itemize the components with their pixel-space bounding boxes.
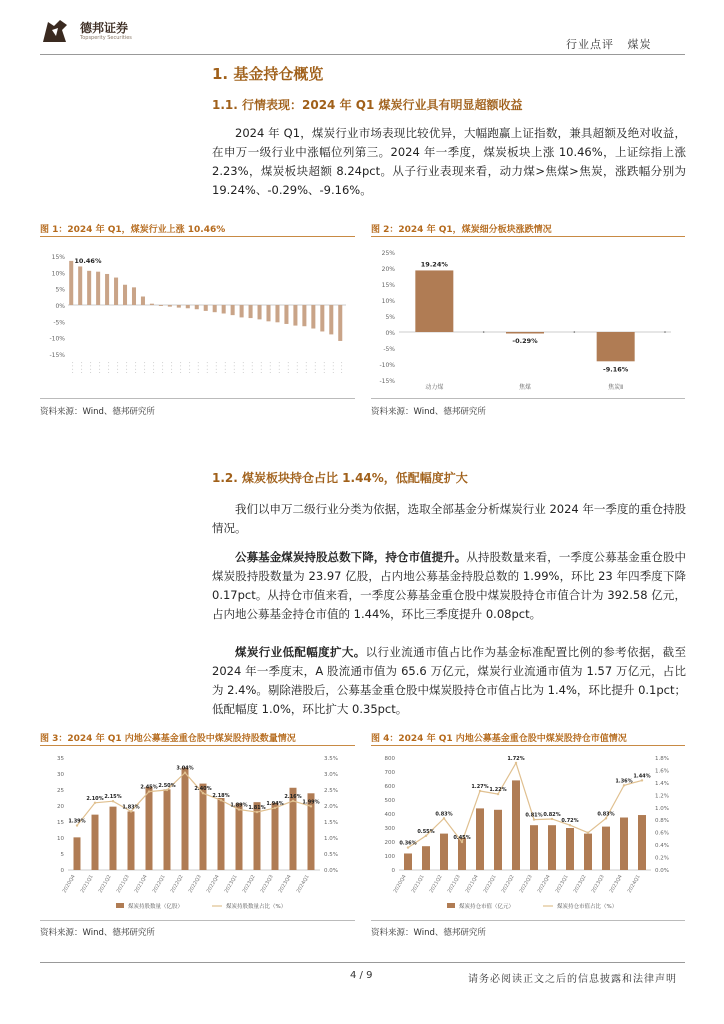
fig1-bar — [78, 266, 82, 305]
fig2-bottom-line — [371, 398, 685, 399]
fig2-xtick: 动力煤 — [425, 384, 444, 391]
fig3-title: 图 3：2024 年 Q1 内地公募基金重仓股中煤炭股持股数量情况 — [40, 734, 296, 744]
fig1-bar — [96, 272, 100, 305]
fig1-ytick: -5% — [53, 319, 65, 327]
fig1-ytick: 5% — [55, 286, 65, 294]
fig4-y2tick: 0.8% — [655, 818, 669, 825]
fig4-point — [497, 793, 499, 795]
fig3-point — [202, 792, 204, 794]
fig1-bar — [87, 271, 91, 305]
fig1-xtick: · · · · — [105, 362, 112, 374]
fig4-y2tick: 0.2% — [655, 855, 669, 862]
fig4-point — [551, 818, 553, 820]
fig4-xtick: 2023Q4 — [608, 874, 624, 895]
fig1-xtick: · · · · — [158, 362, 165, 374]
fig4-line-label: 1.44% — [633, 773, 651, 780]
fig3-ytick: 25 — [57, 788, 64, 794]
fig1-bar — [150, 304, 154, 305]
fig1-ytick: 0% — [55, 303, 65, 310]
fig2-tick-dot — [483, 331, 485, 333]
fig2-bar — [415, 270, 453, 332]
fig2-ytick: 20% — [381, 266, 395, 273]
fig1-bar — [231, 305, 235, 315]
fig4-xtick: 2021Q3 — [446, 874, 462, 895]
fig4-ytick: 300 — [384, 826, 395, 832]
fig4-xtick: 2020Q4 — [392, 874, 408, 895]
fig4-bar — [422, 846, 430, 870]
fig3-xtick: 2023Q1 — [223, 874, 239, 895]
fig1-data-label: 10.46% — [74, 256, 102, 265]
fig4-line-label: 0.36% — [399, 840, 417, 847]
fig1-bar — [329, 305, 333, 334]
fig3-point — [166, 789, 168, 791]
fig1-xtick: · · · · — [338, 362, 345, 374]
fig3-point — [184, 772, 186, 774]
fig3-xtick: 2023Q3 — [259, 874, 275, 895]
fig4-xtick: 2022Q1 — [482, 874, 498, 895]
fig4-bar — [620, 818, 628, 871]
fig1-bar — [141, 297, 145, 305]
fig2-bar — [597, 332, 635, 361]
fig3-bar — [218, 798, 225, 870]
fig4-point — [443, 817, 445, 819]
fig3-line-label: 1.99% — [302, 799, 320, 806]
fig1-bar — [177, 305, 181, 308]
fig3-xtick: 2023Q2 — [241, 874, 257, 895]
fig3-point — [112, 800, 114, 802]
fig3-legend-line: 煤炭持股数量占比（%） — [226, 904, 287, 910]
fig1-xtick: · · · · — [185, 362, 192, 374]
fig4-point — [515, 762, 517, 764]
fig1-chart — [40, 240, 355, 398]
fig1-xtick: · · · · — [329, 362, 336, 374]
fig2-bar — [506, 332, 544, 334]
fig3-ytick: 15 — [57, 820, 64, 826]
fig3-line-label: 2.40% — [194, 786, 212, 793]
report-type — [566, 36, 652, 52]
fig3-bar — [272, 803, 279, 870]
fig1-bar — [302, 305, 306, 326]
fig3-xtick: 2023Q4 — [277, 874, 293, 895]
fig2-ytick: -10% — [379, 362, 395, 369]
fig4-title: 图 4：2024 年 Q1 内地公募基金重仓股中煤炭股持仓市值情况 — [371, 734, 627, 744]
fig4-bar — [566, 828, 574, 870]
fig4-point — [461, 841, 463, 843]
fig4-xtick: 2021Q1 — [410, 874, 426, 895]
fig1-xtick: · · · · — [239, 362, 246, 374]
fig4-xtick: 2023Q1 — [554, 874, 570, 895]
fig3-ytick: 30 — [57, 772, 64, 778]
fig2-ytick: 10% — [381, 298, 395, 305]
fig3-point — [76, 824, 78, 826]
fig3-ytick: 0 — [60, 868, 64, 874]
underweight-body: 以行业流通市值占比作为基金标准配置比例的参考依据，截至 2024 年一季度末，A 股流通市值为 65.6 万亿元，煤炭行业流通市值为 1.57 万亿元，占比为 2.4%。剔除港股后，公募基金重仓股中煤炭股持仓市值占比为 1.4%，环比提升 0.1pct；低配幅度 1.0%，环比扩大 0.35pct。 — [212, 645, 687, 716]
fig1-xtick: · · · · — [87, 362, 94, 374]
fig1-bar — [293, 305, 297, 326]
fig3-y2tick: 0.5% — [324, 852, 338, 858]
fig3-bar — [236, 803, 243, 870]
fig3-source: 资料来源：Wind、德邦研究所 — [40, 928, 155, 938]
fig4-legend-line: 煤炭持仓市值占比（%） — [557, 904, 618, 910]
fig4-point — [623, 784, 625, 786]
fig4-ytick: 100 — [384, 854, 395, 860]
fig4-ytick: 200 — [384, 840, 395, 846]
fig2-data-label: 19.24% — [420, 260, 448, 269]
fig3-line-label: 1.83% — [122, 804, 140, 811]
fig3-bottom-line — [40, 920, 355, 921]
fig2-top-line — [371, 236, 685, 237]
logo-icon — [40, 16, 70, 46]
fig3-point — [292, 800, 294, 802]
fig2-ytick: 0% — [385, 330, 395, 337]
fig3-line-label: 2.45% — [140, 784, 158, 791]
footer-divider — [40, 962, 685, 963]
fig3-bar — [74, 837, 81, 870]
fig3-bar — [182, 768, 189, 870]
fig3-line-label: 1.94% — [266, 800, 284, 807]
fig4-xtick: 2022Q2 — [500, 874, 516, 895]
fig4-legend-bar-swatch — [447, 903, 455, 908]
fig1-title: 图 1：2024 年 Q1，煤炭行业上涨 10.46% — [40, 225, 226, 235]
fig3-point — [220, 799, 222, 801]
fig3-y2tick: 2.5% — [324, 788, 338, 794]
fig1-xtick: · · · · — [131, 362, 138, 374]
paragraph-method: 我们以申万二级行业分类为依据，选取全部基金分析煤炭行业 2024 年一季度的重仓持股情况。 — [212, 502, 686, 535]
underweight-lead: 煤炭行业低配幅度扩大。 — [235, 645, 366, 659]
fig1-xtick: · · · · — [221, 362, 228, 374]
fig3-y2tick: 2.0% — [324, 804, 338, 810]
fig3-y2tick: 1.0% — [324, 836, 338, 842]
fig2-data-label: -9.16% — [603, 365, 629, 374]
fig1-ytick: 15% — [51, 254, 65, 261]
fig3-ytick: 35 — [57, 756, 64, 762]
fig1-xtick: · · · · — [311, 362, 318, 374]
fig3-point — [310, 805, 312, 807]
holdings-body: 从持股数量来看，一季度公募基金重仓股中煤炭股持股数量为 23.97 亿股，占内地公募基金持股总数的 1.99%，环比 23 年四季度下降 0.17pct。从持仓市值来看，一季度公募基金重仓股中煤炭股持仓市值合计为 392.58 亿元，占内地公募基金持仓市值的 1.44%，环比三季度提升 0.08pct。 — [212, 550, 687, 621]
fig1-bar — [320, 305, 324, 331]
brand-name: 德邦证券 — [80, 21, 129, 35]
fig2-xtick: 焦煤 — [518, 384, 532, 391]
fig4-ytick: 500 — [384, 798, 395, 804]
fig4-bar — [530, 825, 538, 870]
fig3-xtick: 2022Q3 — [187, 874, 203, 895]
subsection-title-1: 1.1. 行情表现：2024 年 Q1 煤炭行业具有明显超额收益 — [212, 98, 523, 112]
fig4-xtick: 2023Q3 — [590, 874, 606, 895]
fig4-ytick: 600 — [384, 784, 395, 790]
fig1-bottom-line — [40, 398, 355, 399]
fig3-y2tick: 0.0% — [324, 868, 338, 874]
fig4-point — [407, 846, 409, 848]
fig1-xtick: · · · · — [78, 362, 85, 374]
fig2-ytick: -15% — [379, 378, 395, 385]
fig4-line-label: 1.36% — [615, 778, 633, 785]
fig1-bar — [258, 305, 262, 319]
fig4-bar — [548, 825, 556, 870]
fig4-bar — [584, 834, 592, 870]
fig1-bar — [204, 305, 208, 311]
fig1-xtick: · · · · — [284, 362, 291, 374]
fig3-xtick: 2024Q1 — [295, 874, 311, 895]
fig4-bar — [602, 827, 610, 870]
fig3-line-label: 2.10% — [86, 795, 104, 802]
fig4-chart — [371, 748, 685, 918]
fig4-xtick: 2023Q2 — [572, 874, 588, 895]
fig4-xtick: 2022Q4 — [536, 874, 552, 895]
fig4-y2tick: 1.6% — [655, 768, 669, 775]
fig3-line-label: 2.15% — [104, 794, 122, 801]
fig4-point — [641, 779, 643, 781]
fig1-bar — [249, 305, 253, 318]
fig3-line-label: 2.16% — [284, 793, 302, 800]
fig1-xtick: · · · · — [266, 362, 273, 374]
fig3-chart — [40, 748, 355, 918]
fig1-bar — [69, 261, 73, 305]
fig4-ytick: 700 — [384, 770, 395, 776]
fig3-xtick: 2022Q2 — [169, 874, 185, 895]
fig1-bar — [275, 305, 279, 322]
fig1-bar — [240, 305, 244, 317]
fig4-point — [587, 831, 589, 833]
fig2-title: 图 2：2024 年 Q1，煤炭细分板块涨跌情况 — [371, 225, 552, 235]
fig1-xtick: · · · · — [194, 362, 201, 374]
fig4-point — [533, 818, 535, 820]
fig1-xtick: · · · · — [96, 362, 103, 374]
fig2-tick-dot — [574, 331, 576, 333]
fig1-xtick: · · · · — [203, 362, 210, 374]
fig3-point — [274, 807, 276, 809]
fig3-xtick: 2021Q1 — [79, 874, 95, 895]
fig1-bar — [186, 305, 190, 308]
fig3-line-label: 1.39% — [68, 818, 86, 825]
fig3-bar — [164, 789, 171, 870]
fig4-xtick: 2024Q1 — [626, 874, 642, 895]
fig4-source: 资料来源：Wind、德邦研究所 — [371, 928, 486, 938]
fig4-line-label: 0.72% — [561, 818, 579, 825]
fig4-y2tick: 0.6% — [655, 830, 669, 837]
fig1-xtick: · · · · — [114, 362, 121, 374]
fig4-line-label: 0.55% — [417, 828, 435, 835]
fig1-xtick: · · · · — [167, 362, 174, 374]
holdings-lead: 公募基金煤炭持股总数下降，持仓市值提升。 — [235, 550, 467, 564]
fig4-y2tick: 1.2% — [655, 793, 669, 800]
fig1-bar — [284, 305, 288, 324]
fig3-bar — [92, 815, 99, 870]
fig4-line-label: 1.22% — [489, 787, 507, 794]
brand-en: Topsperity Securities — [80, 35, 132, 41]
fig1-source: 资料来源：Wind、德邦研究所 — [40, 407, 155, 417]
fig2-tick-dot — [664, 331, 666, 333]
fig4-bar — [494, 810, 502, 870]
fig1-bar — [195, 305, 199, 309]
fig2-ytick: -5% — [383, 346, 395, 353]
fig3-xtick: 2021Q4 — [133, 874, 149, 895]
fig4-line-label: 0.45% — [453, 835, 471, 841]
fig1-xtick: · · · · — [123, 362, 130, 374]
header-divider — [40, 54, 685, 55]
fig4-point — [425, 835, 427, 837]
fig4-y2tick: 1.0% — [655, 805, 669, 812]
fig4-point — [479, 790, 481, 792]
fig2-xtick: 焦炭Ⅱ — [608, 384, 624, 391]
paragraph-holdings — [212, 548, 686, 624]
fig1-top-line — [40, 236, 355, 237]
paragraph-underweight — [212, 643, 686, 719]
fig3-point — [94, 802, 96, 804]
report-category: 行业点评 — [566, 38, 614, 51]
fig1-bar — [168, 305, 172, 307]
fig1-bar — [222, 305, 226, 313]
fig1-xtick: · · · · — [140, 362, 147, 374]
fig1-ytick: -15% — [49, 352, 65, 359]
fig1-xtick: · · · · — [176, 362, 183, 374]
fig4-top-line — [371, 745, 685, 746]
fig4-xtick: 2021Q2 — [428, 874, 444, 895]
fig1-bar — [114, 278, 118, 305]
fig4-point — [569, 824, 571, 826]
fig4-point — [605, 817, 607, 819]
fig1-bar — [105, 274, 109, 305]
fig4-y2tick: 1.8% — [655, 756, 669, 762]
fig1-xtick: · · · · — [212, 362, 219, 374]
fig3-bar — [110, 807, 117, 870]
fig4-line-label: 0.83% — [435, 811, 453, 818]
report-industry: 煤炭 — [627, 38, 652, 51]
fig1-bar — [123, 285, 127, 305]
fig3-ytick: 5 — [60, 852, 64, 858]
fig3-bar — [128, 811, 135, 870]
fig4-line-label: 1.72% — [507, 755, 525, 762]
fig2-data-label: -0.29% — [512, 336, 538, 345]
fig4-line-label: 0.81% — [525, 812, 543, 819]
fig3-bar — [146, 787, 153, 870]
fig4-xtick: 2022Q3 — [518, 874, 534, 895]
page-number: 4 / 9 — [350, 970, 373, 981]
fig3-line-label: 3.04% — [176, 765, 194, 772]
fig3-point — [148, 790, 150, 792]
fig3-top-line — [40, 745, 355, 746]
fig2-ytick: 15% — [381, 282, 395, 289]
fig1-xtick: · · · · — [248, 362, 255, 374]
fig1-xtick: · · · · — [302, 362, 309, 374]
fig4-y2tick: 0.4% — [655, 843, 669, 850]
fig4-bar — [404, 853, 412, 870]
fig3-ytick: 10 — [57, 836, 64, 842]
fig4-line-label: 0.82% — [543, 811, 561, 818]
fig3-y2tick: 3.5% — [324, 756, 338, 762]
fig4-bar — [512, 780, 520, 870]
fig1-bar — [159, 305, 163, 306]
fig3-legend-bar-swatch — [116, 903, 124, 908]
fig1-bar — [213, 305, 217, 312]
fig3-line-label: 2.50% — [158, 783, 176, 789]
fig1-xtick: · · · · — [230, 362, 237, 374]
fig1-xtick: · · · · — [320, 362, 327, 374]
fig4-ytick: 0 — [391, 868, 395, 874]
section-title: 1. 基金持仓概览 — [212, 65, 324, 83]
disclaimer: 请务必阅读正文之后的信息披露和法律声明 — [468, 974, 677, 985]
fig3-point — [256, 811, 258, 813]
fig2-ytick: 25% — [381, 250, 395, 257]
fig4-bar — [476, 808, 484, 870]
fig1-ytick: 10% — [51, 270, 65, 278]
fig3-line-label: 1.89% — [230, 802, 248, 809]
fig4-y2tick: 1.4% — [655, 780, 669, 787]
fig3-xtick: 2020Q4 — [61, 874, 77, 895]
fig1-bar — [132, 287, 136, 305]
fig2-ytick: 5% — [385, 314, 395, 321]
fig2-source: 资料来源：Wind、德邦研究所 — [371, 407, 486, 417]
fig3-point — [238, 808, 240, 810]
fig1-xtick: · · · · — [257, 362, 264, 374]
fig3-line-label: 2.18% — [212, 793, 230, 800]
fig3-point — [130, 810, 132, 812]
fig1-xtick: · · · · — [293, 362, 300, 374]
fig3-bar — [200, 784, 207, 870]
fig1-bar — [311, 305, 315, 329]
fig3-xtick: 2021Q3 — [115, 874, 131, 895]
fig3-legend-bar: 煤炭持股数量（亿股） — [128, 904, 184, 910]
fig4-legend-bar: 煤炭持仓市值（亿元） — [459, 904, 515, 910]
fig3-xtick: 2022Q4 — [205, 874, 221, 895]
fig4-bottom-line — [371, 920, 685, 921]
fig4-xtick: 2021Q4 — [464, 874, 480, 895]
fig4-y2tick: 0.0% — [655, 868, 669, 874]
fig4-ytick: 400 — [384, 812, 395, 818]
fig3-xtick: 2021Q2 — [97, 874, 113, 895]
fig1-bar — [266, 305, 270, 321]
subsection-title-2: 1.2. 煤炭板块持仓占比 1.44%，低配幅度扩大 — [212, 471, 468, 485]
fig3-y2tick: 3.0% — [324, 772, 338, 778]
fig4-bar — [638, 815, 646, 870]
fig4-line-label: 0.83% — [597, 811, 615, 818]
fig1-xtick: · · · · — [149, 362, 156, 374]
fig2-chart — [371, 240, 685, 398]
fig4-ytick: 800 — [384, 756, 395, 762]
fig3-line-label: 1.81% — [248, 805, 266, 812]
fig3-ytick: 20 — [57, 804, 64, 810]
fig4-bar — [440, 834, 448, 870]
fig1-ytick: -10% — [49, 335, 65, 343]
fig3-y2tick: 1.5% — [324, 820, 338, 826]
fig1-bar — [338, 305, 342, 341]
fig4-line-label: 1.27% — [471, 783, 489, 790]
fig3-xtick: 2022Q1 — [151, 874, 167, 895]
paragraph-market: 2024 年 Q1，煤炭行业市场表现比较优异，大幅跑赢上证指数，兼具超额及绝对收益，在申万一级行业中涨幅位列第三。2024 年一季度，煤炭板块上涨 10.46%，上证综指上涨 2.23%，煤炭板块超额 8.24pct。从子行业表现来看，动力煤>焦煤>焦炭，涨跌幅分别为 19.24%、-0.29%、-9.16%。 — [212, 126, 686, 197]
fig1-xtick: · · · · — [275, 362, 282, 374]
fig1-xtick: · · · · — [69, 362, 76, 374]
